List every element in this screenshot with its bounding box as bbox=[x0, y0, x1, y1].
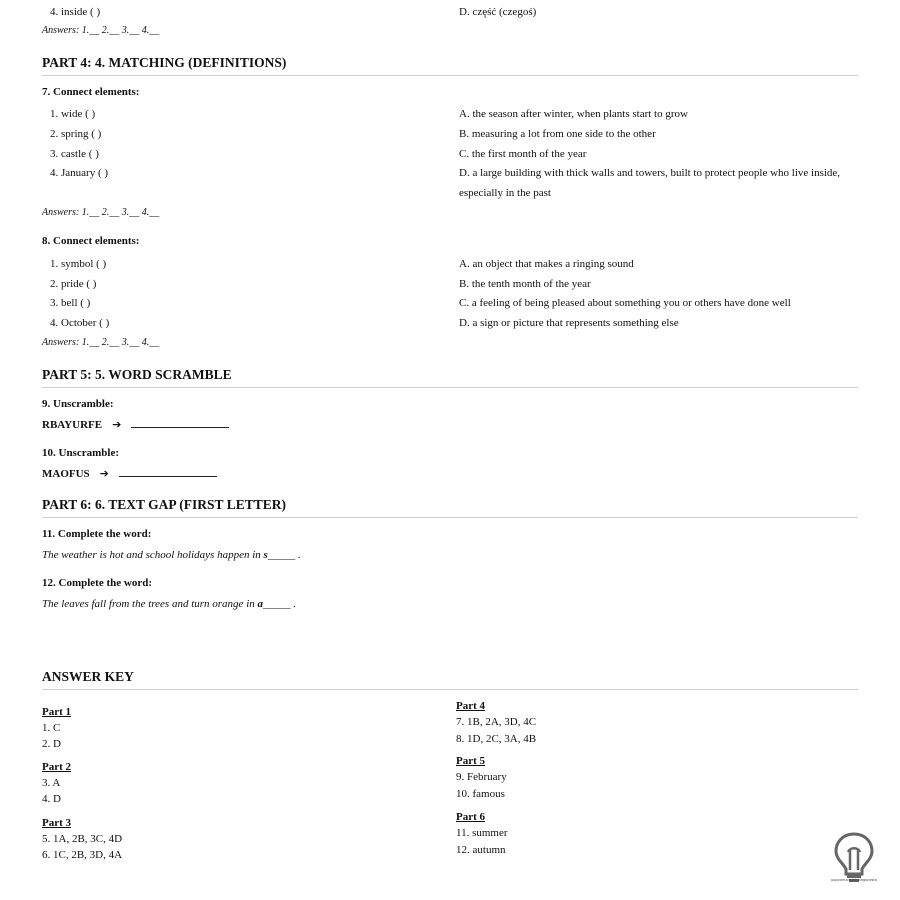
key-part6 bbox=[456, 810, 508, 857]
q11-gap[interactable]: _____ . bbox=[267, 549, 301, 561]
q8-right-c: C. a feeling of being pleased about something you or others have done well bbox=[459, 297, 791, 309]
key-line: 1. C bbox=[42, 722, 61, 734]
q10-scramble bbox=[42, 466, 217, 481]
q7-left-1: 1. wide ( ) bbox=[50, 108, 96, 120]
q7-title: 7. Connect elements: bbox=[42, 86, 140, 98]
key-part2 bbox=[42, 760, 71, 806]
q12-sentence bbox=[42, 597, 296, 611]
key-part3 bbox=[42, 816, 122, 862]
q8-left-3: 3. bell ( ) bbox=[50, 297, 91, 309]
q8-left-2: 2. pride ( ) bbox=[50, 278, 97, 290]
key-line: 4. D bbox=[42, 793, 61, 805]
key-part5 bbox=[456, 754, 507, 801]
key-line: 11. summer bbox=[456, 827, 508, 839]
q7-left-2: 2. spring ( ) bbox=[50, 128, 102, 140]
key-part1 bbox=[42, 705, 71, 751]
q11-title: 11. Complete the word: bbox=[42, 528, 152, 540]
q12-text: The leaves fall from the trees and turn orange in bbox=[42, 598, 258, 610]
q8-answers: Answers: 1.__ 2.__ 3.__ 4.__ bbox=[42, 337, 160, 348]
key-line: 8. 1D, 2C, 3A, 4B bbox=[456, 733, 537, 745]
answer-key-title: ANSWER KEY bbox=[42, 669, 134, 684]
arrow-right-icon: ➔ bbox=[112, 418, 122, 431]
q8-right-d: D. a sign or picture that represents something else bbox=[459, 317, 679, 329]
q8-right-b: B. the tenth month of the year bbox=[459, 278, 591, 290]
key-part6-heading: Part 6 bbox=[456, 811, 486, 823]
logo-caption: popcornangielskiegocesta bbox=[831, 878, 877, 882]
q10-title: 10. Unscramble: bbox=[42, 447, 119, 459]
q9-scramble bbox=[42, 417, 229, 432]
answers-line: Answers: 1.__ 2.__ 3.__ 4.__ bbox=[42, 25, 160, 36]
part6-title: PART 6: 6. TEXT GAP (FIRST LETTER) bbox=[42, 497, 286, 512]
answer-key-divider bbox=[42, 689, 858, 690]
key-line: 2. D bbox=[42, 738, 61, 750]
part4-divider bbox=[42, 75, 858, 76]
q11-sentence bbox=[42, 548, 301, 562]
key-line: 10. famous bbox=[456, 788, 505, 800]
q9-scrambled-word: RBAYURFE bbox=[42, 419, 103, 431]
key-part2-heading: Part 2 bbox=[42, 761, 72, 773]
key-line: 3. A bbox=[42, 777, 61, 789]
part4-title: PART 4: 4. MATCHING (DEFINITIONS) bbox=[42, 55, 287, 70]
part5-divider bbox=[42, 387, 858, 388]
q8-left-1: 1. symbol ( ) bbox=[50, 258, 107, 270]
q9-answer-blank[interactable] bbox=[131, 417, 229, 428]
q7-right-c: C. the first month of the year bbox=[459, 148, 587, 160]
q8-right-a: A. an object that makes a ringing sound bbox=[459, 258, 634, 270]
key-part4 bbox=[456, 699, 536, 746]
key-line: 5. 1A, 2B, 3C, 4D bbox=[42, 833, 123, 845]
q7-right-d: D. a large building with thick walls and towers, built to protect people who live inside, especially in the past bbox=[459, 167, 841, 199]
key-line: 12. autumn bbox=[456, 844, 506, 856]
matching-left-item: 4. inside ( ) bbox=[50, 6, 101, 18]
q11-text: The weather is hot and school holidays happen in bbox=[42, 549, 264, 561]
q8-title: 8. Connect elements: bbox=[42, 235, 140, 247]
part5-title: PART 5: 5. WORD SCRAMBLE bbox=[42, 367, 232, 382]
q10-answer-blank[interactable] bbox=[119, 466, 217, 477]
q7-right-b: B. measuring a lot from one side to the other bbox=[459, 128, 656, 140]
key-part1-heading: Part 1 bbox=[42, 706, 72, 718]
q12-first-letter: a bbox=[257, 598, 263, 610]
q10-scrambled-word: MAOFUS bbox=[42, 468, 90, 480]
key-part4-heading: Part 4 bbox=[456, 700, 486, 712]
key-line: 9. February bbox=[456, 771, 507, 783]
q11-first-letter: s bbox=[263, 549, 268, 561]
q7-left-4: 4. January ( ) bbox=[50, 167, 109, 179]
part6-divider bbox=[42, 517, 858, 518]
q9-title: 9. Unscramble: bbox=[42, 398, 114, 410]
q7-left-3: 3. castle ( ) bbox=[50, 148, 99, 160]
key-part5-heading: Part 5 bbox=[456, 755, 486, 767]
q8-left-4: 4. October ( ) bbox=[50, 317, 110, 329]
q12-gap[interactable]: _____ . bbox=[263, 598, 296, 610]
arrow-right-icon: ➔ bbox=[99, 467, 109, 480]
q7-right-a: A. the season after winter, when plants start to grow bbox=[459, 108, 688, 120]
key-line: 6. 1C, 2B, 3D, 4A bbox=[42, 849, 123, 861]
key-line: 7. 1B, 2A, 3D, 4C bbox=[456, 716, 537, 728]
q12-title: 12. Complete the word: bbox=[42, 577, 152, 589]
key-part3-heading: Part 3 bbox=[42, 817, 72, 829]
matching-right-item: D. część (czegoś) bbox=[459, 6, 537, 18]
q7-answers: Answers: 1.__ 2.__ 3.__ 4.__ bbox=[42, 207, 160, 218]
